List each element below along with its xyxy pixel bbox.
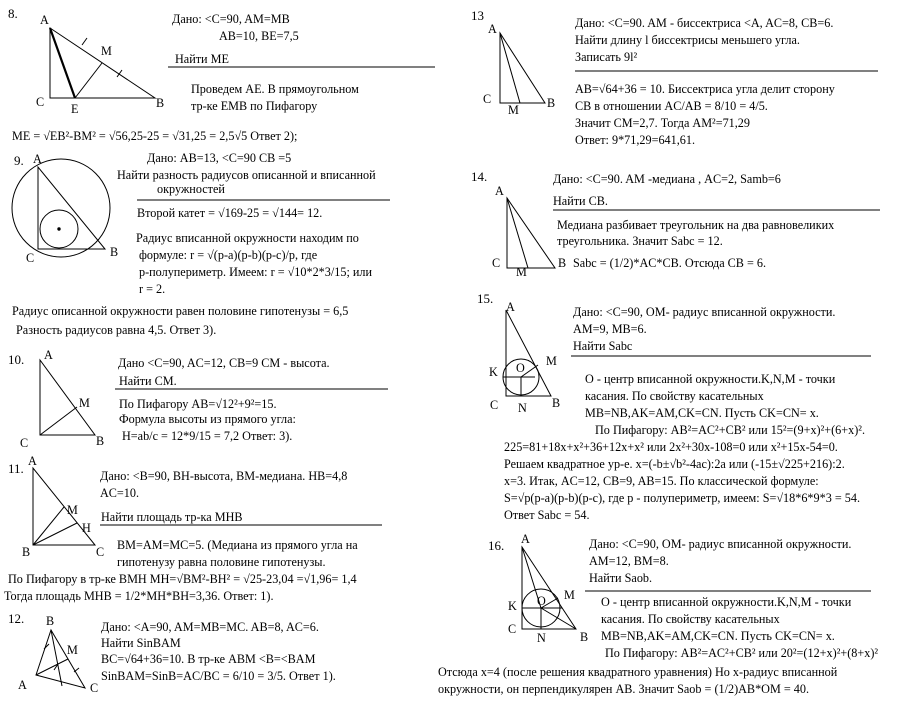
problem-text: S=√p(p-a)(p-b)(p-c), где p - полупериметр, имеем: S=√18*6*9*3 = 54. [504,491,860,505]
figure-15 [503,310,551,396]
problem-text: r = 2. [139,282,166,296]
problem-text: 225=81+18x+x²+36+12x+x² или 2x²+30x-108=0 или x²+15x-54=0. [504,440,838,454]
label-m: M [508,103,519,117]
label-a: A [28,454,37,468]
problem-text: Ответ: 9*71,29=641,61. [575,133,696,147]
problem-text: AM=12, BM=8. [589,554,669,568]
problem-text: Найти ME [175,52,229,66]
problem-text: гипотенузу равна половине гипотенузы. [117,555,326,569]
label-h: H [82,521,91,535]
problem-number: 13 [471,8,484,23]
problem-text: окружности, он перпендикулярен AB. Значит Saob = (1/2)AB*OM = 40. [438,682,809,696]
label-a: A [18,678,27,692]
problem-text: тр-ке EMB по Пифагору [191,99,318,113]
problem-text: треугольника. Значит Sabc = 12. [557,234,723,248]
label-b: B [96,434,105,448]
label-b: B [547,96,556,110]
problem-text: Тогда площадь MHB = 1/2*MH*BH=3,36. Ответ: 1). [4,589,274,603]
label-a: A [506,300,515,314]
problem-text: AM=9, MB=6. [573,322,647,336]
problem-text: Дано <C=90, AC=12, CB=9 CM - высота. [118,356,330,370]
problem-text: Найти площадь тр-ка MHB [101,510,243,524]
label-c: C [90,681,99,695]
label-a: A [40,13,49,27]
label-c: C [26,251,35,265]
problem-number: 10. [8,352,25,367]
label-b: B [558,256,567,270]
problem-text: Радиус вписанной окружности находим по [136,231,359,245]
problem-text: Проведем AE. В прямоугольном [191,82,359,96]
label-b: B [22,545,31,559]
label-a: A [495,184,504,198]
figure-8 [50,28,155,98]
label-m: M [101,44,112,58]
label-c: C [490,398,499,412]
problem-text: SinBAM=SinB=AC/BC = 6/10 = 3/5. Ответ 1). [101,669,336,683]
label-n: N [537,631,546,645]
label-e: E [71,102,79,116]
label-m: M [79,396,90,410]
problem-text: BC=√64+36=10. В тр-ке ABM <B=<BAM [101,652,316,666]
problem-number: 14. [471,169,488,184]
label-k: K [489,365,498,379]
problem-text: Дано: AB=13, <C=90 CB =5 [147,151,292,165]
problem-text: Радиус описанной окружности равен половине гипотенузы = 6,5 [12,304,349,318]
label-c: C [492,256,501,270]
problem-text: Второй катет = √169-25 = √144= 12. [137,206,323,220]
problem-text: Ответ Sabc = 54. [504,508,590,522]
label-n: N [518,401,527,415]
problem-text: Дано: <B=90, BH-высота, BM-медиана. HB=4,8 [100,469,348,483]
label-c: C [508,622,517,636]
problem-text: Найти Saob. [589,571,653,585]
problem-text: Формула высоты из прямого угла: [119,412,296,426]
label-b: B [156,96,165,110]
problem-text: Медиана разбивает треугольник на два равновеликих [557,218,835,232]
problem-text: H=ab/c = 12*9/15 = 7,2 Ответ: 3). [122,429,293,443]
problem-text: Найти разность радиусов описанной и вписанной [117,168,376,182]
problem-text: Дано: <C=90. AM -медиана , AC=2, Samb=6 [553,172,781,186]
figure-13 [500,33,545,103]
problem-text: Дано: <C=90. AM - биссектриса <A, AC=8, CB=6. [575,16,834,30]
label-b: B [46,614,55,628]
problem-text: O - центр вписанной окружности.K,N,M - точки [585,372,836,386]
problem-number: 16. [488,538,505,553]
problem-number: 15. [477,291,494,306]
problem-text: Найти CM. [119,374,177,388]
label-o: O [537,594,546,608]
label-m: M [516,265,527,279]
problem-text: CB в отношении AC/AB = 8/10 = 4/5. [575,99,768,113]
label-c: C [36,95,45,109]
label-c: C [96,545,105,559]
problem-text: По Пифагору в тр-ке BMH MH=√BM²-BH² = √25-23,04 =√1,96= 1,4 [8,572,357,586]
problem-text: O - центр вписанной окружности.K,N,M - точки [601,595,852,609]
label-b: B [580,630,589,644]
problem-text: MB=NB,AK=AM,CK=CN. Пусть CK=CN= x. [601,629,835,643]
figure-9 [12,159,110,257]
label-m: M [564,588,575,602]
problem-text: Значит CM=2,7. Тогда AM²=71,29 [575,116,750,130]
problem-text: Дано: <C=90, AM=MB [172,12,290,26]
label-m: M [67,503,78,517]
problem-text: p-полупериметр. Имеем: r = √10*2*3/15; или [139,265,373,279]
problem-text: AB=√64+36 = 10. Биссектриса угла делит сторону [575,82,835,96]
problem-number: 12. [8,611,25,626]
problem-number: 11. [8,461,24,476]
problem-text: касания. По свойству касательных [601,612,780,626]
label-b: B [552,396,561,410]
label-o: O [516,361,525,375]
problem-text: Найти длину l биссектрисы меньшего угла. [575,33,800,47]
problem-text: AB=10, BE=7,5 [219,29,299,43]
problem-text: Записать 9l² [575,50,638,64]
problem-text: Дано: <C=90, OM- радиус вписанной окружности. [589,537,852,551]
problem-number: 8. [8,6,18,21]
label-a: A [488,22,497,36]
problem-text: Sabc = (1/2)*AC*CB. Отсюда CB = 6. [573,256,767,270]
problem-text: Решаем квадратное ур-е. x=(-b±√b²-4ac):2a или (-15±√225+216):2. [504,457,845,471]
problem-number: 9. [14,153,24,168]
label-c: C [483,92,492,106]
figure-14 [507,198,555,268]
problem-text: формуле: r = √(p-a)(p-b)(p-c)/p, где [139,248,318,262]
problem-text: окружностей [157,182,225,196]
label-m: M [67,643,78,657]
label-k: K [508,599,517,613]
problem-text: Отсюда x=4 (после решения квадратного уравнения) Но x-радиус вписанной [438,665,838,679]
problem-text: Найти CB. [553,194,608,208]
problem-text: MB=NB,AK=AM,CK=CN. Пусть CK=CN= x. [585,406,819,420]
problem-text: По Пифагору: AB²=AC²+CB² или 20²=(12+x)²+(8+x)² [605,646,879,660]
problem-text: Найти Sabc [573,339,633,353]
label-a: A [44,348,53,362]
problem-text: x=3. Итак, AC=12, CB=9, AB=15. По классической формуле: [504,474,819,488]
label-a: A [33,152,42,166]
problem-text: касания. По свойству касательных [585,389,764,403]
problem-text: ME = √EB²-BM² = √56,25-25 = √31,25 = 2,5√5 Ответ 2); [12,129,298,143]
problem-text: Разность радиусов равна 4,5. Ответ 3). [16,323,217,337]
label-b: B [110,245,119,259]
problem-text: AC=10. [100,486,140,500]
problem-text: Найти SinBAM [101,636,181,650]
figure-12 [36,630,85,688]
problem-text: По Пифагору AB=√12²+9²=15. [119,397,277,411]
problem-text: Дано: <A=90, AM=MB=MC. AB=8, AC=6. [101,620,319,634]
label-a: A [521,532,530,546]
problem-text: BM=AM=MC=5. (Медиана из прямого угла на [117,538,358,552]
problem-text: Дано: <C=90, OM- радиус вписанной окружности. [573,305,836,319]
label-m: M [546,354,557,368]
label-c: C [20,436,29,450]
problem-text: По Пифагору: AB²=AC²+CB² или 15²=(9+x)²+(6+x)². [595,423,866,437]
